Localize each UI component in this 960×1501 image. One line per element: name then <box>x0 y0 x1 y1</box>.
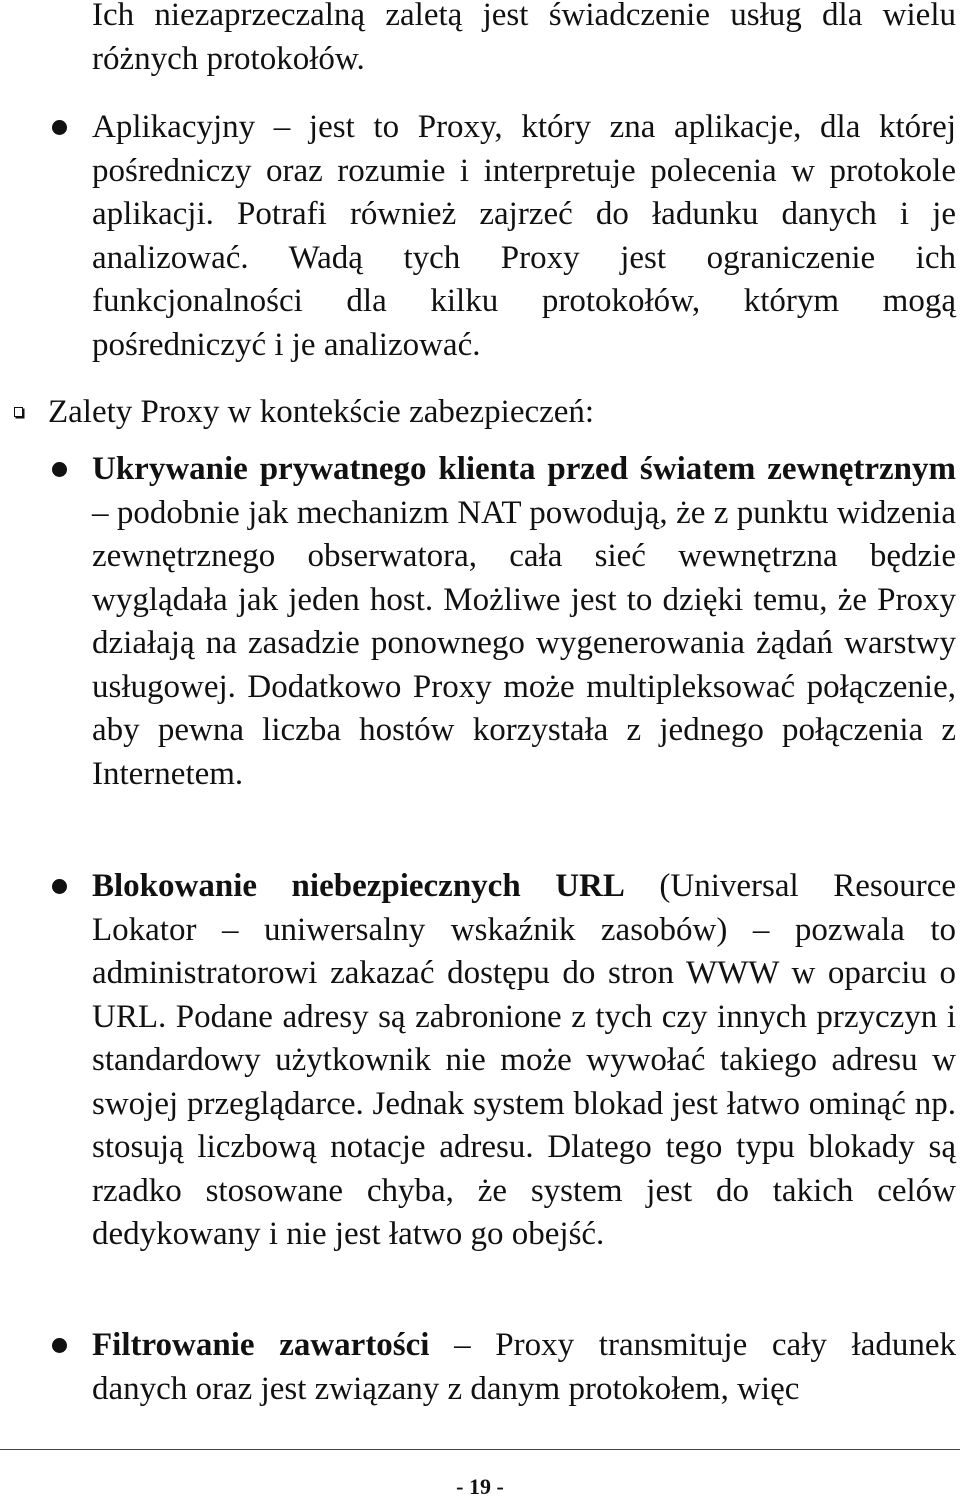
bullet-dot-icon <box>52 120 67 135</box>
list-item-term: Filtrowanie zawartości <box>92 1327 430 1363</box>
list-item-description: – Proxy transmituje cały ładunek danych oraz jest związany z danym protokołem, więc <box>92 1327 956 1407</box>
list-item-text: Aplikacyjny – jest to Proxy, który zna aplikacje, dla której pośredniczy oraz rozumie i interpretuje polecenia w protokole aplikacji. Potrafi również zajrzeć do ładunku danych i je analizować. Wadą tych Proxy jest ograniczenie ich funkcjonalności dla kilku protokołów, którym mogą pośredniczyć i je analizować. <box>92 109 956 363</box>
list-item-description: (Universal Resource Lokator – uniwersalny wskaźnik zasobów) – pozwala to administratorowi zakazać dostępu do stron WWW w oparciu o URL. Podane adresy są zabronione z tych czy innych przyczyn i standardowy użytkownik nie może wywołać takiego adresu w swojej przeglądarce. Jednak system blokad jest łatwo ominąć np. stosują liczbową notacje adresu. Dlatego tego typu blokady są rzadko stosowane chyba, że system jest do takich celów dedykowany i nie jest łatwo go obejść. <box>92 868 956 1252</box>
list-item-description: – podobnie jak mechanizm NAT powodują, że z punktu widzenia zewnętrznego obserwatora, cała sieć wewnętrzna będzie wyglądała jak jeden host. Możliwe jest to dzięki temu, że Proxy działają na zasadzie ponownego wygenerowania żądań warstwy usługowej. Dodatkowo Proxy może multipleksować połączenie, aby pewna liczba hostów korzystała z jednego połączenia z Internetem. <box>92 494 956 792</box>
section-heading: Zalety Proxy w kontekście zabezpieczeń: <box>48 394 595 430</box>
list-item-term: Ukrywanie prywatnego klienta przed światem zewnętrznym <box>92 451 956 487</box>
list-item-text <box>92 448 956 796</box>
list-item-text <box>92 1324 956 1411</box>
bullet-dot-icon <box>52 1338 67 1353</box>
bullet-dot-icon <box>52 462 67 477</box>
list-item-term: Blokowanie niebezpiecznych URL <box>92 868 625 904</box>
checkbox-bullet-icon <box>14 407 23 417</box>
page-number: - 19 - <box>456 1474 504 1499</box>
intro-paragraph: Ich niezaprzeczalną zaletą jest świadczenie usług dla wielu różnych protokołów. <box>92 0 956 77</box>
list-item-text <box>92 865 956 1257</box>
bullet-dot-icon <box>52 879 67 894</box>
footer-divider <box>0 1449 960 1450</box>
